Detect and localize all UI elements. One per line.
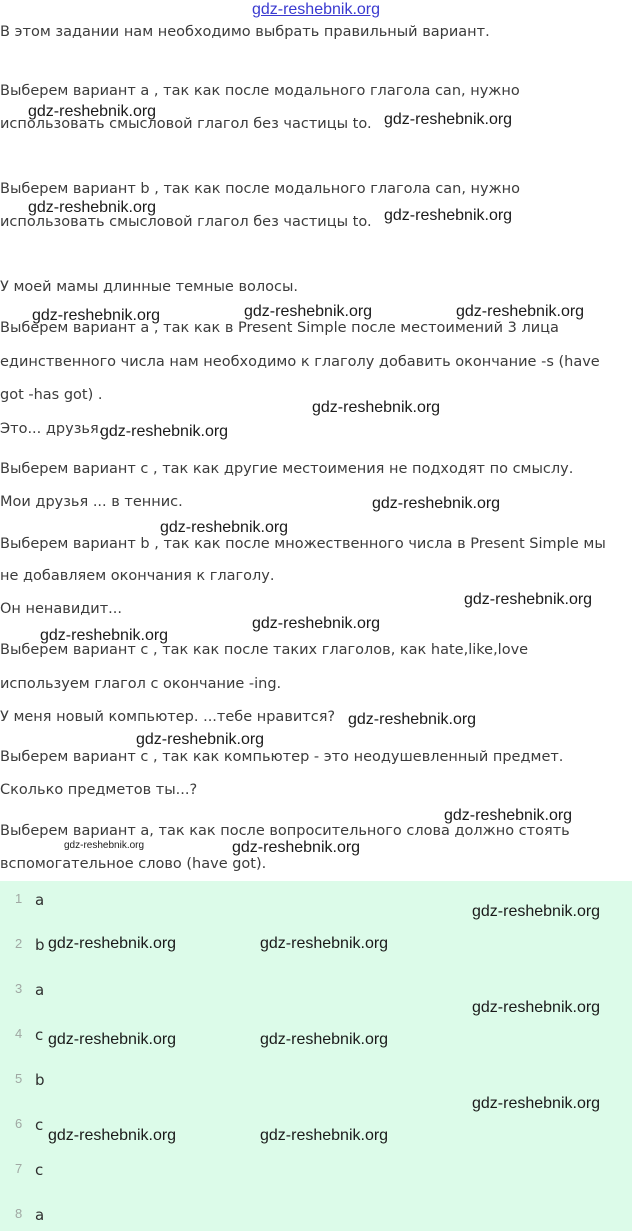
explanation-line: У меня новый компьютер. ...тебе нравится?	[0, 709, 336, 725]
answer-value: a	[35, 981, 45, 999]
watermark: gdz-reshebnik.org	[444, 807, 573, 824]
answer-number: 4	[15, 1026, 23, 1041]
explanation-line: Мои друзья ... в теннис.	[0, 494, 183, 510]
explanation-line: используем глагол с окончание -ing.	[0, 676, 282, 692]
watermark: gdz-reshebnik.org	[348, 711, 477, 728]
explanation-line: Это... друзья.	[0, 421, 104, 437]
answer-number: 2	[15, 936, 23, 951]
watermark: gdz-reshebnik.org	[472, 903, 601, 920]
watermark: gdz-reshebnik.org	[48, 1031, 177, 1048]
watermark: gdz-reshebnik.org	[372, 495, 501, 512]
watermark: gdz-reshebnik.org	[252, 615, 381, 632]
answer-number: 5	[15, 1071, 23, 1086]
watermark-small: gdz-reshebnik.org	[64, 840, 145, 851]
watermark: gdz-reshebnik.org	[100, 423, 229, 440]
explanation-line: Выберем вариант a , так как после модального глагола can, нужно	[0, 83, 520, 99]
answer-number: 7	[15, 1161, 23, 1176]
answer-value: a	[35, 891, 45, 909]
watermark: gdz-reshebnik.org	[464, 591, 593, 608]
watermark: gdz-reshebnik.org	[472, 999, 601, 1016]
explanation-line: Выберем вариант c , так как компьютер - это неодушевленный предмет.	[0, 749, 564, 765]
watermark: gdz-reshebnik.org	[456, 303, 585, 320]
watermark: gdz-reshebnik.org	[32, 307, 161, 324]
answer-row	[0, 981, 632, 1001]
explanation-line: У моей мамы длинные темные волосы.	[0, 279, 299, 295]
answer-value: b	[35, 936, 45, 954]
watermark: gdz-reshebnik.org	[28, 103, 157, 120]
watermark: gdz-reshebnik.org	[232, 839, 361, 856]
watermark: gdz-reshebnik.org	[384, 207, 513, 224]
explanation-line: Сколько предметов ты...?	[0, 782, 198, 798]
watermark: gdz-reshebnik.org	[160, 519, 289, 536]
watermark: gdz-reshebnik.org	[260, 935, 389, 952]
watermark: gdz-reshebnik.org	[260, 1127, 389, 1144]
watermark: gdz-reshebnik.org	[384, 111, 513, 128]
explanation-line: Выберем вариант b , так как после множественного числа в Present Simple мы	[0, 536, 606, 552]
answer-value: b	[35, 1071, 45, 1089]
answer-value: c	[35, 1116, 44, 1134]
answer-value: c	[35, 1026, 44, 1044]
watermark: gdz-reshebnik.org	[40, 627, 169, 644]
answers-panel	[0, 881, 632, 1231]
explanation-line: использовать смысловой глагол без частицы to.	[0, 214, 372, 230]
answer-number: 3	[15, 981, 23, 996]
header-watermark: gdz-reshebnik.org	[251, 1, 381, 18]
watermark: gdz-reshebnik.org	[28, 199, 157, 216]
answer-number: 8	[15, 1206, 23, 1221]
watermark: gdz-reshebnik.org	[136, 731, 265, 748]
explanation-line: единственного числа нам необходимо к глаголу добавить окончание -s (have	[0, 354, 600, 370]
answer-row	[0, 1071, 632, 1091]
answer-number: 6	[15, 1116, 23, 1131]
explanation-line: использовать смысловой глагол без частицы to.	[0, 116, 372, 132]
explanation-line: Выберем вариант b , так как после модального глагола can, нужно	[0, 181, 521, 197]
explanation-line: не добавляем окончания к глаголу.	[0, 568, 275, 584]
answer-row	[0, 1161, 632, 1181]
watermark: gdz-reshebnik.org	[472, 1095, 601, 1112]
explanation-line: вспомогательное слово (have got).	[0, 856, 267, 872]
explanation-line: Выберем вариант c , так как после таких глаголов, как hate,like,love	[0, 642, 529, 658]
answer-value: a	[35, 1206, 45, 1224]
answer-value: c	[35, 1161, 44, 1179]
answer-row	[0, 1206, 632, 1226]
explanation-line: got -has got) .	[0, 387, 103, 403]
explanation-line: Выберем вариант a , так как в Present Simple после местоимений 3 лица	[0, 320, 559, 336]
answer-number: 1	[15, 891, 23, 906]
watermark: gdz-reshebnik.org	[260, 1031, 389, 1048]
watermark: gdz-reshebnik.org	[244, 303, 373, 320]
explanation-line: В этом задании нам необходимо выбрать правильный вариант.	[0, 24, 490, 40]
watermark: gdz-reshebnik.org	[48, 1127, 177, 1144]
explanation-line: Выберем вариант a, так как после вопросительного слова должно стоять	[0, 823, 570, 839]
watermark: gdz-reshebnik.org	[48, 935, 177, 952]
explanation-line: Он ненавидит...	[0, 601, 122, 617]
explanation-line: Выберем вариант c , так как другие местоимения не подходят по смыслу.	[0, 461, 574, 477]
watermark: gdz-reshebnik.org	[312, 399, 441, 416]
